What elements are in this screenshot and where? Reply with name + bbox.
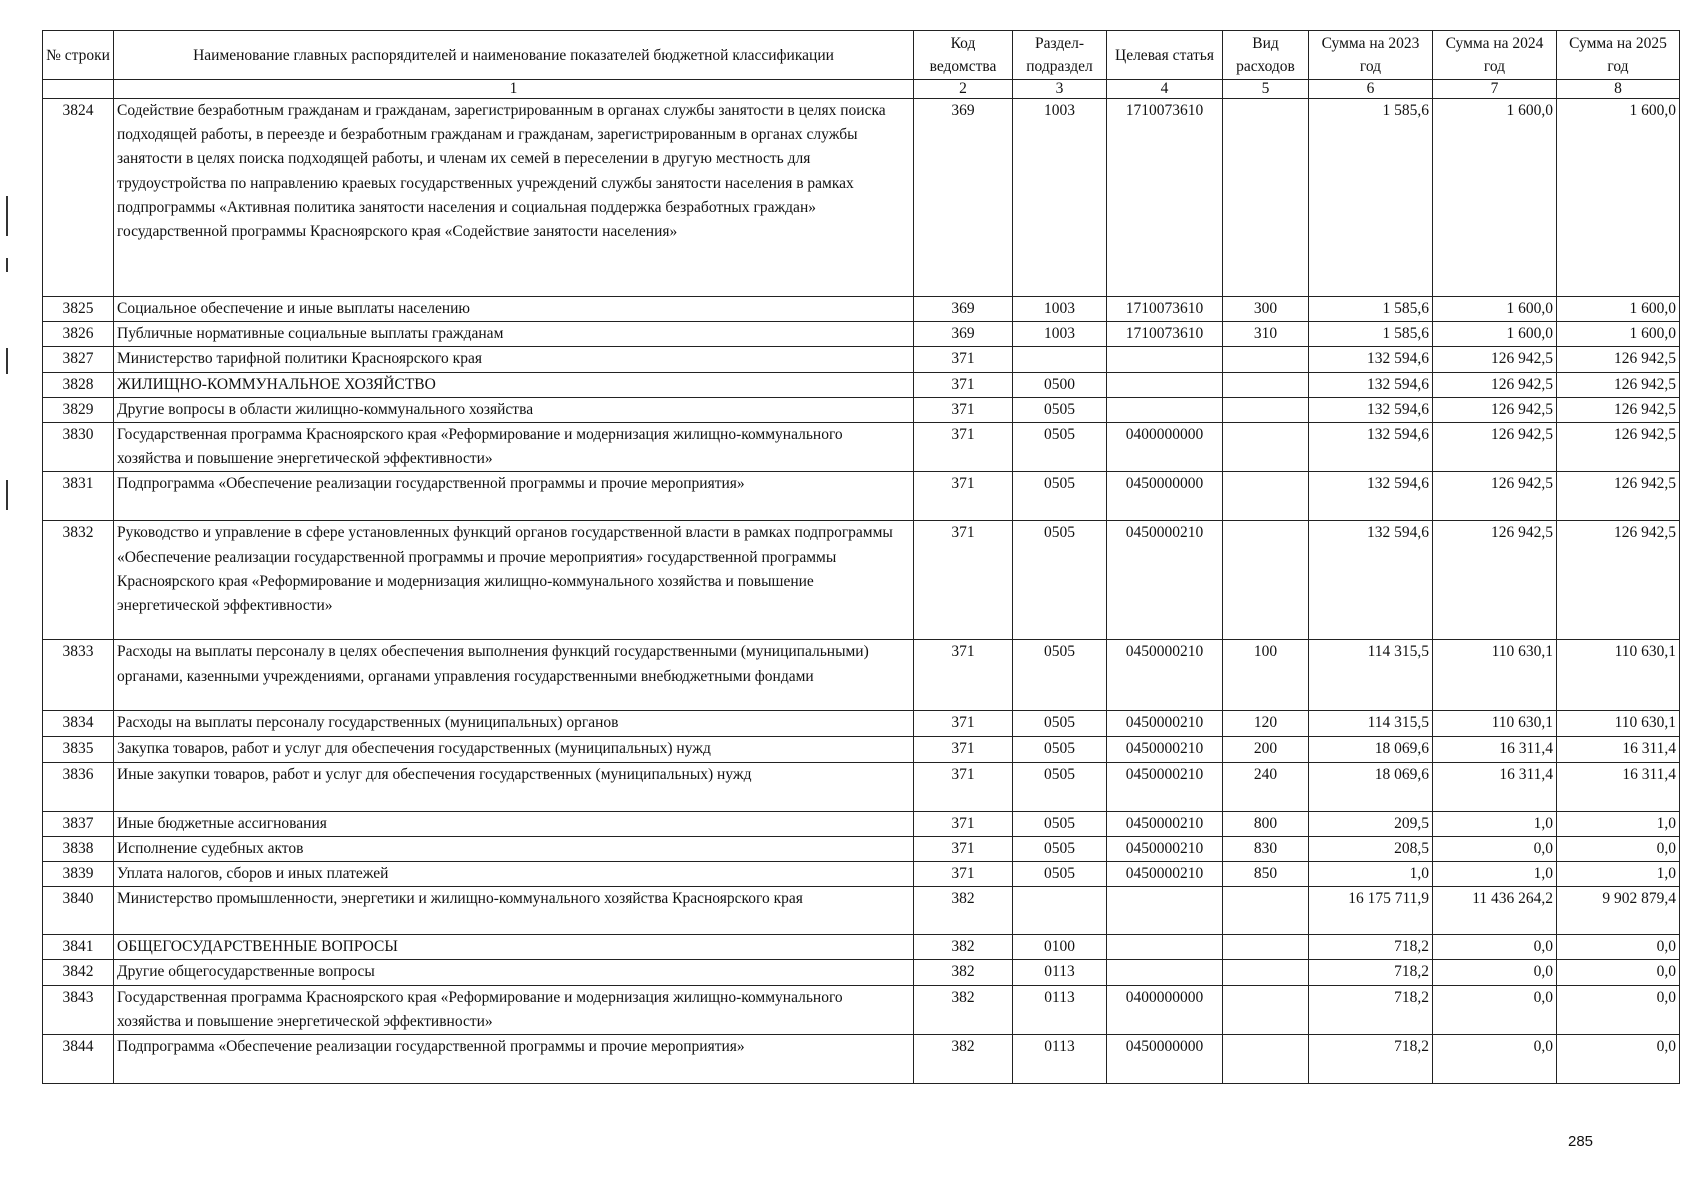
row-razdel: 0113: [1013, 985, 1107, 1034]
row-razdel: [1013, 887, 1107, 935]
row-sum-2025: 126 942,5: [1557, 521, 1680, 640]
row-razdel: 0113: [1013, 960, 1107, 985]
row-number: 3825: [43, 297, 114, 322]
row-name: Государственная программа Красноярского края «Реформирование и модернизация жилищно-коммунального хозяйства и повышение энергетической эффективности»: [114, 423, 914, 472]
row-vid: 100: [1223, 640, 1309, 711]
row-sum-2025: 1 600,0: [1557, 99, 1680, 297]
row-name: Руководство и управление в сфере установленных функций органов государственной власти в рамках подпрограммы «Обеспечение реализации государственной программы и прочие мероприятия» государственной программы Красноярского края «Реформирование и модернизация жилищно-коммунального хозяйства и повышение энергетической эффективности»: [114, 521, 914, 640]
row-name: Другие вопросы в области жилищно-коммунального хозяйства: [114, 397, 914, 422]
table-row: [43, 1035, 1680, 1084]
row-ved: 371: [914, 836, 1013, 861]
row-cel: [1107, 347, 1223, 372]
row-cel: 0450000210: [1107, 862, 1223, 887]
row-sum-2025: 0,0: [1557, 935, 1680, 960]
row-name: Социальное обеспечение и иные выплаты населению: [114, 297, 914, 322]
row-vid: [1223, 423, 1309, 472]
row-cel: 0450000210: [1107, 521, 1223, 640]
table-row: [43, 887, 1680, 935]
row-sum-2024: 110 630,1: [1433, 711, 1557, 736]
colnum-3: 3: [1013, 80, 1107, 99]
row-sum-2023: 132 594,6: [1309, 423, 1433, 472]
row-sum-2023: 209,5: [1309, 811, 1433, 836]
row-name: Подпрограмма «Обеспечение реализации государственной программы и прочие мероприятия»: [114, 1035, 914, 1084]
row-ved: 369: [914, 297, 1013, 322]
row-sum-2025: 126 942,5: [1557, 397, 1680, 422]
row-razdel: 1003: [1013, 297, 1107, 322]
row-sum-2024: 0,0: [1433, 1035, 1557, 1084]
table-row: [43, 397, 1680, 422]
row-ved: 382: [914, 935, 1013, 960]
row-razdel: 1003: [1013, 322, 1107, 347]
row-vid: 300: [1223, 297, 1309, 322]
row-number: 3835: [43, 736, 114, 762]
table-body: [43, 99, 1680, 1084]
row-sum-2023: 114 315,5: [1309, 640, 1433, 711]
row-sum-2024: 126 942,5: [1433, 372, 1557, 397]
row-number: 3841: [43, 935, 114, 960]
row-cel: 0400000000: [1107, 423, 1223, 472]
row-cel: [1107, 960, 1223, 985]
row-vid: 200: [1223, 736, 1309, 762]
row-sum-2024: 126 942,5: [1433, 347, 1557, 372]
row-sum-2023: 1,0: [1309, 862, 1433, 887]
table-row: [43, 960, 1680, 985]
header-row: [43, 31, 1680, 80]
row-sum-2023: 208,5: [1309, 836, 1433, 861]
row-ved: 382: [914, 960, 1013, 985]
row-sum-2024: 126 942,5: [1433, 472, 1557, 521]
row-cel: 0450000000: [1107, 1035, 1223, 1084]
row-sum-2025: 16 311,4: [1557, 736, 1680, 762]
row-number: 3830: [43, 423, 114, 472]
row-razdel: 0505: [1013, 521, 1107, 640]
table-row: [43, 347, 1680, 372]
row-ved: 371: [914, 811, 1013, 836]
page-number: 285: [1568, 1133, 1594, 1150]
table-row: [43, 935, 1680, 960]
row-number: 3839: [43, 862, 114, 887]
row-number: 3844: [43, 1035, 114, 1084]
colnum-4: 4: [1107, 80, 1223, 99]
row-sum-2024: 0,0: [1433, 935, 1557, 960]
row-sum-2023: 1 585,6: [1309, 99, 1433, 297]
row-sum-2024: 16 311,4: [1433, 762, 1557, 811]
row-sum-2025: 1 600,0: [1557, 297, 1680, 322]
row-ved: 371: [914, 372, 1013, 397]
colnum-7: 7: [1433, 80, 1557, 99]
row-razdel: 0113: [1013, 1035, 1107, 1084]
row-name: Уплата налогов, сборов и иных платежей: [114, 862, 914, 887]
row-cel: 0450000210: [1107, 811, 1223, 836]
row-cel: 1710073610: [1107, 297, 1223, 322]
row-name: ЖИЛИЩНО-КОММУНАЛЬНОЕ ХОЗЯЙСТВО: [114, 372, 914, 397]
row-sum-2025: 126 942,5: [1557, 423, 1680, 472]
row-sum-2024: 1,0: [1433, 811, 1557, 836]
row-sum-2023: 132 594,6: [1309, 347, 1433, 372]
row-sum-2025: 126 942,5: [1557, 472, 1680, 521]
table-row: [43, 811, 1680, 836]
row-sum-2025: 110 630,1: [1557, 711, 1680, 736]
row-sum-2024: 1,0: [1433, 862, 1557, 887]
row-sum-2024: 16 311,4: [1433, 736, 1557, 762]
row-cel: 0400000000: [1107, 985, 1223, 1034]
row-sum-2023: 1 585,6: [1309, 322, 1433, 347]
row-vid: [1223, 521, 1309, 640]
row-razdel: 0505: [1013, 811, 1107, 836]
row-razdel: 0500: [1013, 372, 1107, 397]
row-sum-2023: 718,2: [1309, 935, 1433, 960]
row-sum-2023: 132 594,6: [1309, 472, 1433, 521]
row-sum-2024: 1 600,0: [1433, 99, 1557, 297]
table-row: [43, 985, 1680, 1034]
row-cel: 0450000210: [1107, 736, 1223, 762]
row-ved: 371: [914, 711, 1013, 736]
row-razdel: 0505: [1013, 736, 1107, 762]
table-row: [43, 862, 1680, 887]
row-number: 3838: [43, 836, 114, 861]
header-cel: Целевая статья: [1107, 31, 1223, 80]
row-ved: 369: [914, 322, 1013, 347]
row-number: 3834: [43, 711, 114, 736]
row-sum-2025: 1,0: [1557, 811, 1680, 836]
row-number: 3843: [43, 985, 114, 1034]
row-cel: [1107, 372, 1223, 397]
row-name: Расходы на выплаты персоналу в целях обеспечения выполнения функций государственными (муниципальными) органами, казенными учреждениями, органами управления государственными внебюджетными фондами: [114, 640, 914, 711]
row-razdel: 0505: [1013, 472, 1107, 521]
column-number-row: [43, 80, 1680, 99]
row-ved: 371: [914, 521, 1013, 640]
row-sum-2025: 110 630,1: [1557, 640, 1680, 711]
row-sum-2023: 132 594,6: [1309, 521, 1433, 640]
row-vid: [1223, 1035, 1309, 1084]
row-sum-2024: 1 600,0: [1433, 297, 1557, 322]
row-name: Закупка товаров, работ и услуг для обеспечения государственных (муниципальных) нужд: [114, 736, 914, 762]
colnum-5: 5: [1223, 80, 1309, 99]
budget-table-container: [42, 30, 1676, 1084]
table-row: [43, 423, 1680, 472]
row-number: 3826: [43, 322, 114, 347]
row-number: 3836: [43, 762, 114, 811]
colnum-1: 1: [114, 80, 914, 99]
table-row: [43, 99, 1680, 297]
row-sum-2023: 114 315,5: [1309, 711, 1433, 736]
row-ved: 371: [914, 736, 1013, 762]
row-ved: 369: [914, 99, 1013, 297]
margin-mark: [6, 196, 8, 236]
row-number: 3840: [43, 887, 114, 935]
row-sum-2025: 0,0: [1557, 836, 1680, 861]
margin-mark: [6, 480, 8, 510]
colnum-6: 6: [1309, 80, 1433, 99]
row-sum-2024: 0,0: [1433, 960, 1557, 985]
row-number: 3827: [43, 347, 114, 372]
table-row: [43, 322, 1680, 347]
row-sum-2024: 126 942,5: [1433, 521, 1557, 640]
row-sum-2023: 718,2: [1309, 985, 1433, 1034]
header-sum-2024: Сумма на 2024 год: [1433, 31, 1557, 80]
colnum-2: 2: [914, 80, 1013, 99]
row-vid: [1223, 935, 1309, 960]
row-name: ОБЩЕГОСУДАРСТВЕННЫЕ ВОПРОСЫ: [114, 935, 914, 960]
row-vid: [1223, 960, 1309, 985]
table-row: [43, 472, 1680, 521]
row-ved: 371: [914, 762, 1013, 811]
row-razdel: 1003: [1013, 99, 1107, 297]
row-vid: [1223, 372, 1309, 397]
row-cel: 1710073610: [1107, 99, 1223, 297]
row-cel: [1107, 397, 1223, 422]
row-ved: 371: [914, 423, 1013, 472]
row-name: Иные бюджетные ассигнования: [114, 811, 914, 836]
header-sum-2023: Сумма на 2023 год: [1309, 31, 1433, 80]
row-sum-2024: 110 630,1: [1433, 640, 1557, 711]
header-ved: Код ведомства: [914, 31, 1013, 80]
row-razdel: 0505: [1013, 762, 1107, 811]
header-name: Наименование главных распорядителей и наименование показателей бюджетной классификации: [114, 31, 914, 80]
colnum-8: 8: [1557, 80, 1680, 99]
row-vid: [1223, 397, 1309, 422]
row-cel: 0450000210: [1107, 762, 1223, 811]
row-ved: 371: [914, 472, 1013, 521]
row-ved: 382: [914, 1035, 1013, 1084]
row-name: Другие общегосударственные вопросы: [114, 960, 914, 985]
table-row: [43, 521, 1680, 640]
row-razdel: 0505: [1013, 862, 1107, 887]
row-sum-2024: 0,0: [1433, 836, 1557, 861]
row-razdel: [1013, 347, 1107, 372]
table-row: [43, 836, 1680, 861]
row-name: Министерство промышленности, энергетики и жилищно-коммунального хозяйства Красноярского края: [114, 887, 914, 935]
row-sum-2024: 0,0: [1433, 985, 1557, 1034]
row-number: 3831: [43, 472, 114, 521]
row-ved: 371: [914, 397, 1013, 422]
row-vid: [1223, 887, 1309, 935]
row-sum-2023: 718,2: [1309, 960, 1433, 985]
table-row: [43, 297, 1680, 322]
row-cel: 1710073610: [1107, 322, 1223, 347]
table-row: [43, 736, 1680, 762]
row-sum-2025: 16 311,4: [1557, 762, 1680, 811]
row-name: Публичные нормативные социальные выплаты гражданам: [114, 322, 914, 347]
row-sum-2023: 132 594,6: [1309, 397, 1433, 422]
row-name: Иные закупки товаров, работ и услуг для обеспечения государственных (муниципальных) нужд: [114, 762, 914, 811]
row-sum-2025: 126 942,5: [1557, 372, 1680, 397]
header-rownum: № строки: [43, 31, 114, 80]
row-number: 3828: [43, 372, 114, 397]
row-sum-2024: 126 942,5: [1433, 397, 1557, 422]
row-sum-2025: 1 600,0: [1557, 322, 1680, 347]
row-cel: 0450000000: [1107, 472, 1223, 521]
row-cel: 0450000210: [1107, 640, 1223, 711]
row-name: Подпрограмма «Обеспечение реализации государственной программы и прочие мероприятия»: [114, 472, 914, 521]
row-razdel: 0505: [1013, 711, 1107, 736]
row-razdel: 0505: [1013, 640, 1107, 711]
budget-table: [42, 30, 1680, 1084]
row-vid: 120: [1223, 711, 1309, 736]
header-razdel: Раздел-подраздел: [1013, 31, 1107, 80]
row-razdel: 0100: [1013, 935, 1107, 960]
row-sum-2023: 1 585,6: [1309, 297, 1433, 322]
row-number: 3833: [43, 640, 114, 711]
margin-mark: [6, 348, 8, 374]
row-sum-2025: 0,0: [1557, 960, 1680, 985]
row-number: 3832: [43, 521, 114, 640]
row-ved: 371: [914, 347, 1013, 372]
row-cel: 0450000210: [1107, 711, 1223, 736]
row-name: Расходы на выплаты персоналу государственных (муниципальных) органов: [114, 711, 914, 736]
row-name: Государственная программа Красноярского края «Реформирование и модернизация жилищно-коммунального хозяйства и повышение энергетической эффективности»: [114, 985, 914, 1034]
header-vid: Вид расходов: [1223, 31, 1309, 80]
colnum-blank: [43, 80, 114, 99]
table-row: [43, 372, 1680, 397]
row-name: Исполнение судебных актов: [114, 836, 914, 861]
header-sum-2025: Сумма на 2025 год: [1557, 31, 1680, 80]
row-vid: 830: [1223, 836, 1309, 861]
row-vid: [1223, 347, 1309, 372]
row-sum-2025: 0,0: [1557, 985, 1680, 1034]
row-razdel: 0505: [1013, 836, 1107, 861]
row-sum-2023: 718,2: [1309, 1035, 1433, 1084]
row-number: 3842: [43, 960, 114, 985]
row-ved: 371: [914, 640, 1013, 711]
row-vid: 310: [1223, 322, 1309, 347]
row-cel: 0450000210: [1107, 836, 1223, 861]
row-sum-2025: 126 942,5: [1557, 347, 1680, 372]
row-number: 3829: [43, 397, 114, 422]
row-sum-2024: 126 942,5: [1433, 423, 1557, 472]
row-vid: 800: [1223, 811, 1309, 836]
row-name: Содействие безработным гражданам и гражданам, зарегистрированным в органах службы занятости в целях поиска подходящей работы, в переезде и безработным гражданам и гражданам, зарегистрированным в органах службы занятости в целях поиска подходящей работы, и членам их семей в переселении в другую местность для трудоустройства по направлению краевых государственных учреждений службы занятости населения в рамках подпрограммы «Активная политика занятости населения и социальная поддержка безработных граждан» государственной программы Красноярского края «Содействие занятости населения»: [114, 99, 914, 297]
row-number: 3824: [43, 99, 114, 297]
row-ved: 382: [914, 887, 1013, 935]
table-row: [43, 640, 1680, 711]
row-sum-2025: 9 902 879,4: [1557, 887, 1680, 935]
row-sum-2025: 1,0: [1557, 862, 1680, 887]
row-cel: [1107, 935, 1223, 960]
table-row: [43, 762, 1680, 811]
row-razdel: 0505: [1013, 397, 1107, 422]
row-vid: [1223, 472, 1309, 521]
row-sum-2024: 11 436 264,2: [1433, 887, 1557, 935]
row-ved: 382: [914, 985, 1013, 1034]
row-vid: 850: [1223, 862, 1309, 887]
row-sum-2024: 1 600,0: [1433, 322, 1557, 347]
row-vid: [1223, 99, 1309, 297]
row-name: Министерство тарифной политики Красноярского края: [114, 347, 914, 372]
margin-mark: [6, 258, 8, 272]
row-sum-2023: 16 175 711,9: [1309, 887, 1433, 935]
row-sum-2023: 18 069,6: [1309, 736, 1433, 762]
row-sum-2023: 18 069,6: [1309, 762, 1433, 811]
row-sum-2025: 0,0: [1557, 1035, 1680, 1084]
row-ved: 371: [914, 862, 1013, 887]
row-cel: [1107, 887, 1223, 935]
table-row: [43, 711, 1680, 736]
row-sum-2023: 132 594,6: [1309, 372, 1433, 397]
row-razdel: 0505: [1013, 423, 1107, 472]
row-vid: [1223, 985, 1309, 1034]
row-number: 3837: [43, 811, 114, 836]
row-vid: 240: [1223, 762, 1309, 811]
